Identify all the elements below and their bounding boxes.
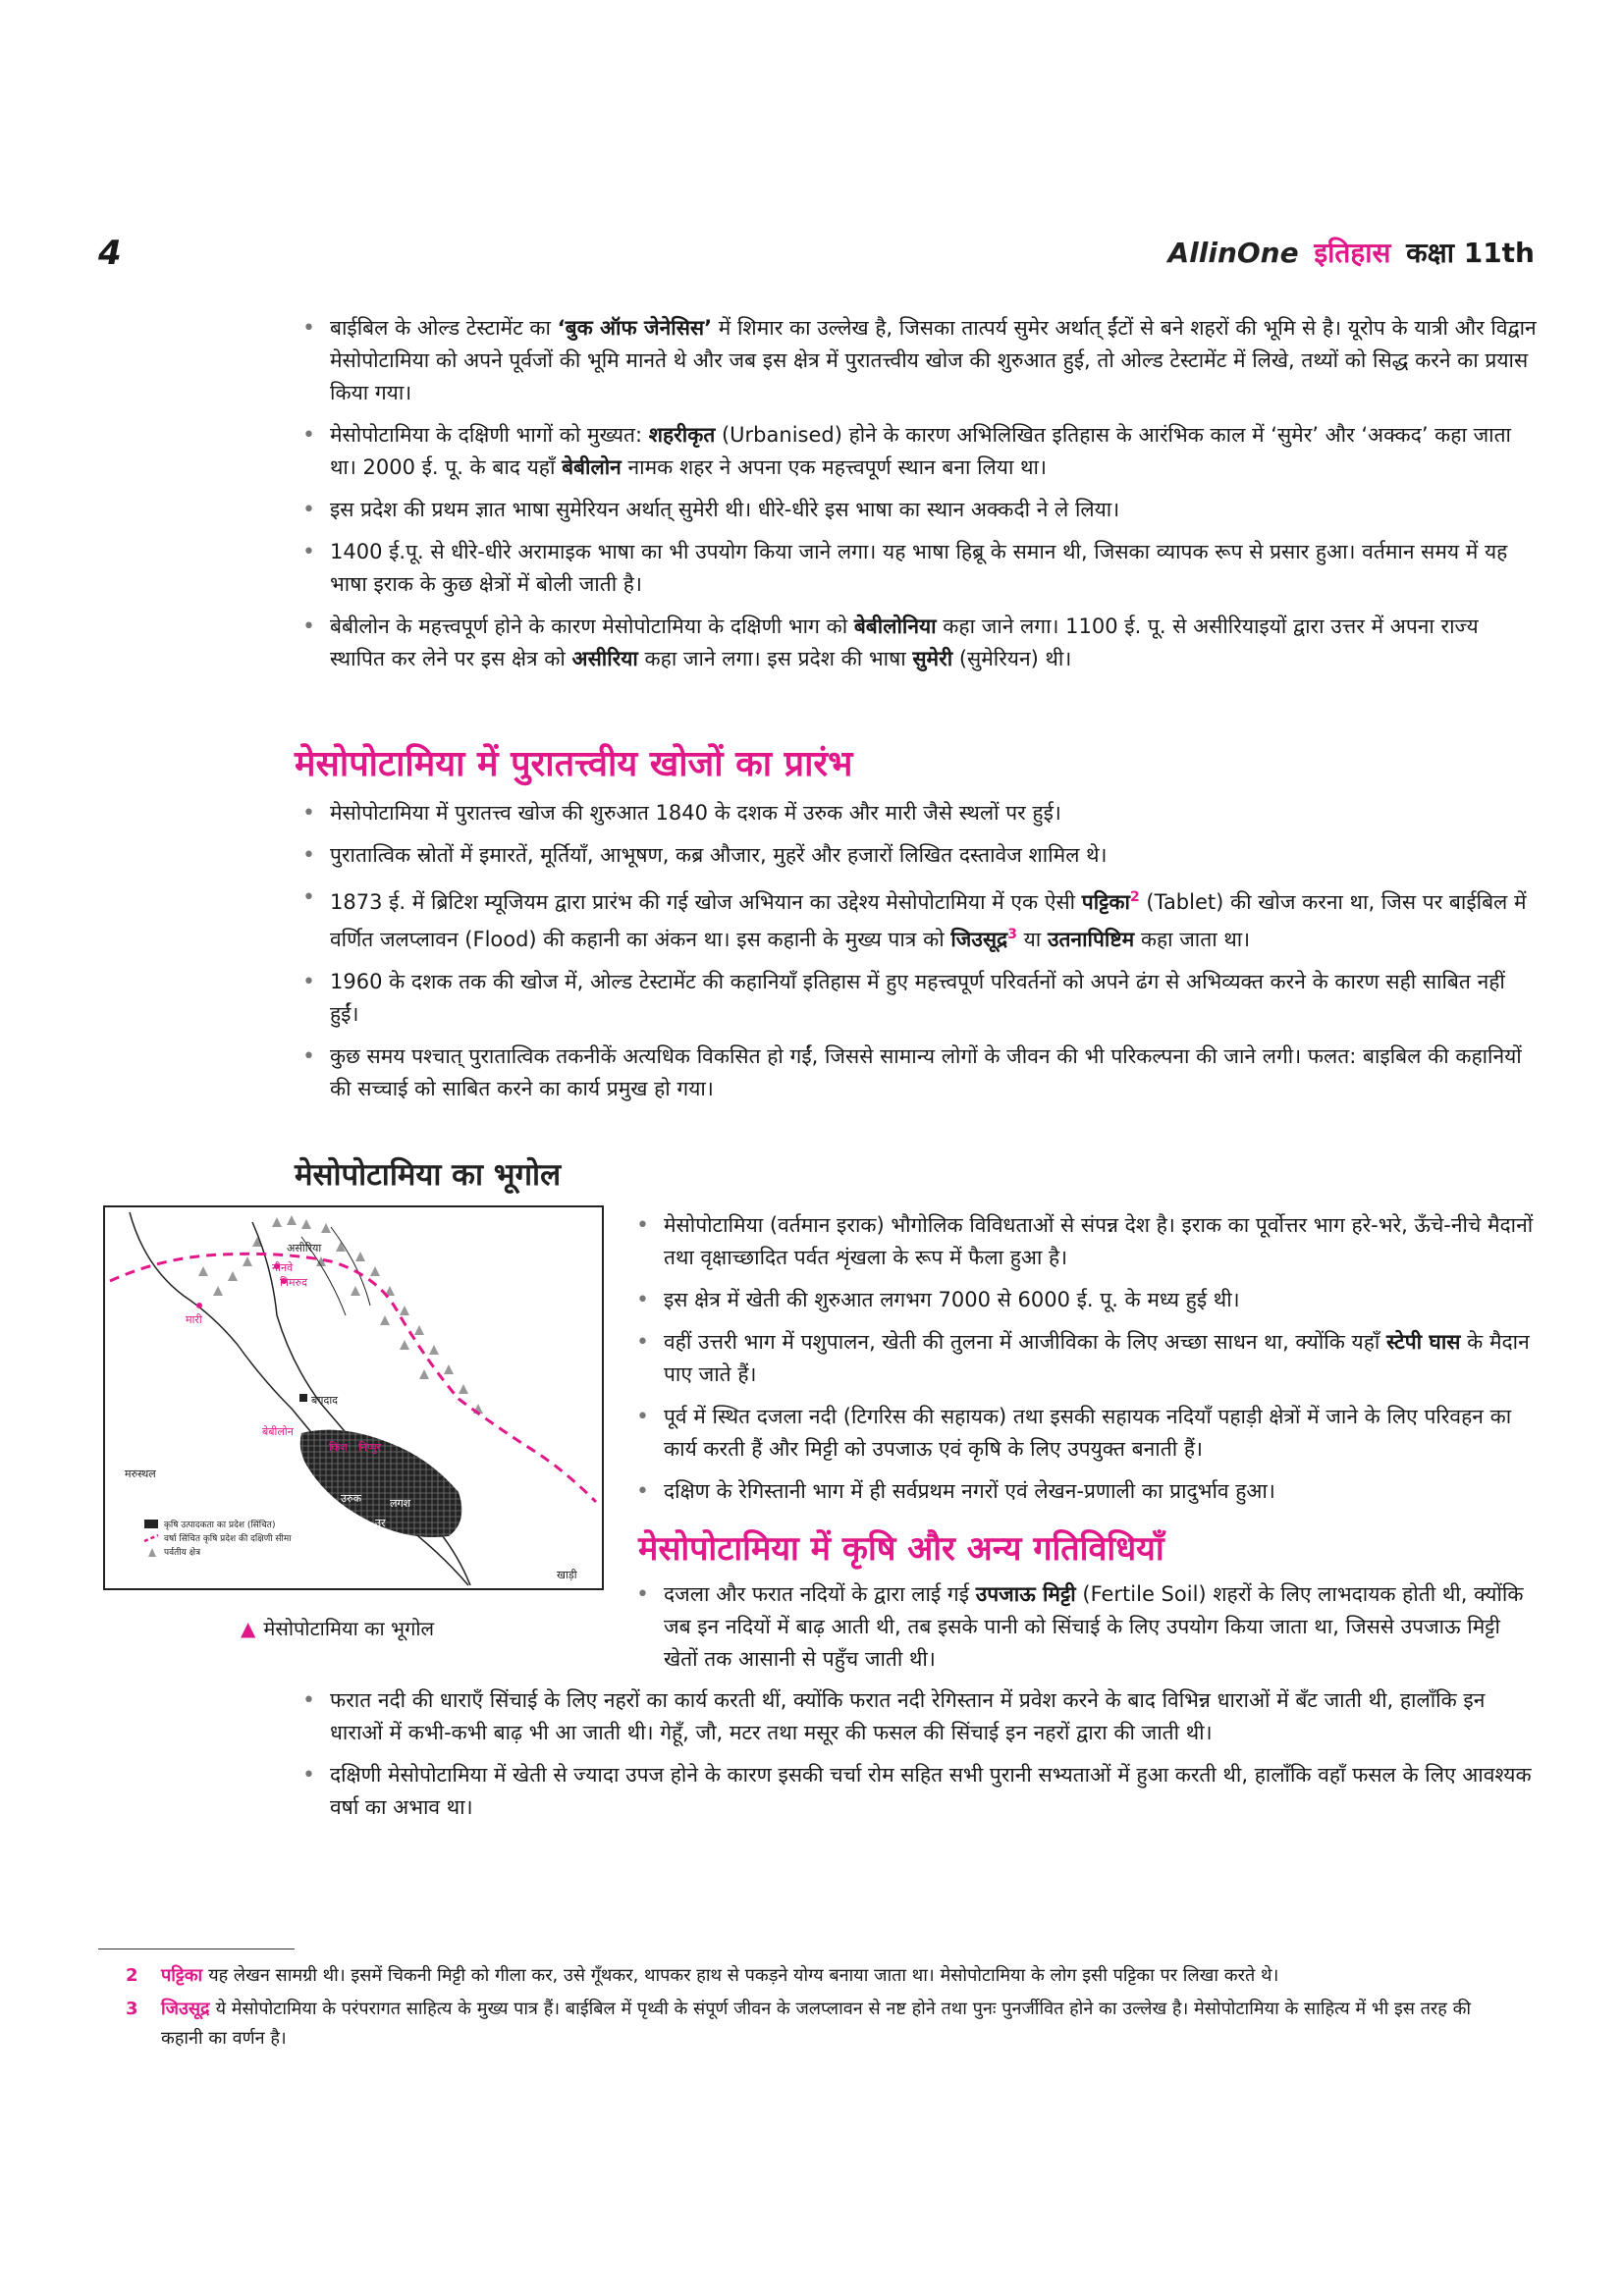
label-gulf: खाड़ी [557,1569,577,1581]
map-legend [144,1519,292,1558]
list-item: • फरात नदी की धाराएँ सिंचाई के लिए नहरों का कार्य करती थीं, क्योंकि फरात नदी रेगिस्तान में प्रवेश करने के बाद विभिन्न धाराओं में बँट जाती थी, हालाँकि इन धाराओं में कभी-कभी बाढ़ भी आ जाती थी। गेहूँ, जौ, मटर तथा मसूर की फसल की सिंचाई इन नहरों द्वारा की जाती थी। [295,1684,1537,1749]
running-header [1167,234,1535,271]
list-item: • दक्षिणी मेसोपोटामिया में खेती से ज्यादा उपज होने के कारण इसकी चर्चा रोम सहित सभी पुरानी सभ्यताओं में हुआ करती थी, हालाँकि वहाँ फसल के लिए आवश्यक वर्षा का अभाव था। [295,1759,1537,1824]
section-heading-agriculture: मेसोपोटामिया में कृषि और अन्य गतिविधियाँ [638,1529,1164,1569]
triangle-icon: ▲ [241,1617,256,1640]
label-nippur: निप्पुर [358,1441,382,1454]
label-desert: मरुस्थल [125,1468,156,1480]
label-baghdad: बगदाद [311,1394,339,1407]
list-item: • कुछ समय पश्चात् पुरातात्विक तकनीकें अत्यधिक विकसित हो गईं, जिससे सामान्य लोगों के जीवन की भी परिकल्पना की जाने लगी। फलत: बाइबिल की कहानियों की सच्चाई को साबित करने का कार्य प्रमुख हो गया। [295,1041,1537,1105]
subject-label: इतिहास [1314,237,1391,269]
svg-text:कृषि उत्पादकता का प्रदेश (सिंच: कृषि उत्पादकता का प्रदेश (सिंचित) [164,1521,276,1530]
page-number: 4 [98,234,122,273]
geography-list [628,1209,1537,1518]
footnote-ref-2: 2 [1129,889,1140,905]
list-item: • इस प्रदेश की प्रथम ज्ञात भाषा सुमेरियन अर्थात् सुमेरी थी। धीरे-धीरे इस भाषा का स्थान अक्कदी ने ले लिया। [295,494,1537,526]
label-assyria: असीरिया [287,1242,322,1255]
map-svg [105,1207,602,1588]
list-item: • 1400 ई.पू. से धीरे-धीरे अरामाइक भाषा का भी उपयोग किया जाने लगा। यह भाषा हिब्रू के समान थी, जिसका व्यापक रूप से प्रसार हुआ। वर्तमान समय में यह भाषा इराक के कुछ क्षेत्रों में बोली जाती है। [295,536,1537,601]
label-uruk: उरुक [341,1492,362,1505]
list-item: • पुरातात्विक स्रोतों में इमारतें, मूर्तियाँ, आभूषण, कब्र औजार, मुहरें और हजारों लिखित दस्तावेज शामिल थे। [295,839,1537,872]
label-mari: मारी [186,1313,202,1326]
list-item: • दक्षिण के रेगिस्तानी भाग में ही सर्वप्रथम नगरों एवं लेखन-प्रणाली का प्रादुर्भाव हुआ। [628,1475,1537,1508]
label-ur: उर [375,1517,386,1529]
footnote-item: 3 जिउसूद्र ये मेसोपोटामिया के परंपरागत साहित्य के मुख्य पात्र हैं। बाईबिल में पृथ्वी के संपूर्ण जीवन के जलप्लावन से नष्ट होने तथा पुनः पुनर्जीवित होने का उल्लेख है। मेसोपोटामिया के साहित्य में भी इस तरह की कहानी का वर्णन है। [126,1999,1472,2049]
list-item: • इस क्षेत्र में खेती की शुरुआत लगभग 7000 से 6000 ई. पू. के मध्य हुई थी। [628,1284,1537,1316]
footnote-item: 2 पट्टिका यह लेखन सामग्री थी। इसमें चिकनी मिट्टी को गीला कर, उसे गूँथकर, थापकर हाथ से पकड़ने योग्य बनाया जाता था। मेसोपोटामिया के लोग इसी पट्टिका पर लिखा करते थे। [126,1965,1279,1986]
mountain-markers [198,1215,483,1414]
label-kish: किश [329,1441,348,1454]
list-item: • दजला और फरात नदियों के द्वारा लाई गई उपजाऊ मिट्टी (Fertile Soil) शहरों के लिए लाभदायक होती थी, क्योंकि जब इन नदियों में बाढ़ आती थी, तब इसके पानी को सिंचाई के लिए उपयोग किया जाता था, जिससे उपजाऊ मिट्टी खेतों तक आसानी से पहुँच जाती थी। [628,1578,1537,1676]
mesopotamia-map [103,1205,604,1590]
map-caption: ▲ मेसोपोटामिया का भूगोल [241,1617,435,1640]
section-heading-archaeology: मेसोपोटामिया में पुरातत्त्वीय खोजों का प्रारंभ [295,744,853,784]
list-item: • मेसोपोटामिया के दक्षिणी भागों को मुख्यत: शहरीकृत (Urbanised) होने के कारण अभिलिखित इतिहास के आरंभिक काल में ‘सुमेर’ और ‘अक्कद’ कहा जाता था। 2000 ई. पू. के बाद यहाँ बेबीलोन नामक शहर ने अपना एक महत्त्वपूर्ण स्थान बना लिया था। [295,419,1537,484]
list-item: • 1960 के दशक तक की खोज में, ओल्ड टेस्टामेंट की कहानियाँ इतिहास में हुए महत्त्वपूर्ण परिवर्तनों को अपने ढंग से अभिव्यक्त करने के कारण सही साबित नहीं हुईं। [295,966,1537,1031]
baghdad-marker [299,1394,307,1402]
label-lagash: लगश [390,1497,411,1510]
intro-list [295,312,1537,685]
list-item: • मेसोपोटामिया में पुरातत्त्व खोज की शुरुआत 1840 के दशक में उरुक और मारी जैसे स्थलों पर हुई। [295,797,1537,829]
subheading-geography: मेसोपोटामिया का भूगोल [295,1157,562,1193]
list-item: • 1873 ई. में ब्रिटिश म्यूजियम द्वारा प्रारंभ की गई खोज अभियान का उद्देश्य मेसोपोटामिया में एक ऐसी पट्टिका$^2$ (Tablet) की खोज करना था, जिस पर बाईबिल में वर्णित जलप्लावन (Flood) की कहानी का अंकन था। इस कहानी के मुख्य पात्र को जिउसूद्र$^3$ या उतनापिष्टिम कहा जाता था। [295,881,1537,956]
label-babylon: बेबीलोन [262,1425,294,1438]
label-nineveh: नीनवे [272,1261,294,1274]
class-label: कक्षा 11th [1406,237,1535,269]
list-item: • बेबीलोन के महत्त्वपूर्ण होने के कारण मेसोपोटामिया के दक्षिणी भाग को बेबीलोनिया कहा जाने लगा। 1100 ई. पू. से असीरियाइयों द्वारा उत्तर में अपना राज्य स्थापित कर लेने पर इस क्षेत्र को असीरिया कहा जाने लगा। इस प्रदेश की भाषा सुमेरी (सुमेरियन) थी। [295,611,1537,675]
agriculture-list-narrow [628,1578,1537,1685]
list-item: • बाईबिल के ओल्ड टेस्टामेंट का ‘बुक ऑफ जेनेसिस’ में शिमार का उल्लेख है, जिसका तात्पर्य सुमेर अर्थात् ईंटों से बने शहरों की भूमि से है। यूरोप के यात्री और विद्वान मेसोपोटामिया को अपने पूर्वजों की भूमि मानते थे और जब इस क्षेत्र में पुरातत्त्वीय खोज की शुरुआत हुई, तो ओल्ड टेस्टामेंट में लिखे, तथ्यों को सिद्ध करने का प्रयास किया गया। [295,312,1537,409]
agriculture-list-wide [295,1684,1537,1834]
list-item: • वहीं उत्तरी भाग में पशुपालन, खेती की तुलना में आजीविका के लिए अच्छा साधन था, क्योंकि यहाँ स्टेपी घास के मैदान पाए जाते हैं। [628,1326,1537,1391]
list-item: • मेसोपोटामिया (वर्तमान इराक) भौगोलिक विविधताओं से संपन्न देश है। इराक का पूर्वोत्तर भाग हरे-भरे, ऊँचे-नीचे मैदानों तथा वृक्षाच्छादित पर्वत शृंखला के रूप में फैला हुआ है। [628,1209,1537,1274]
label-nimrud: निमरुद [280,1276,307,1289]
svg-text:वर्षा सिंचित कृषि प्रदेश की दक: वर्षा सिंचित कृषि प्रदेश की दक्षिणी सीमा [164,1534,292,1544]
svg-text:पर्वतीय क्षेत्र: पर्वतीय क्षेत्र [164,1548,201,1558]
list-item: • पूर्व में स्थित दजला नदी (टिगरिस की सहायक) तथा इसकी सहायक नदियाँ पहाड़ी क्षेत्रों में जाने के लिए परिवहन का कार्य करती हैं और मिट्टी को उपजाऊ एवं कृषि के लिए उपयुक्त बनाती हैं। [628,1401,1537,1466]
archaeology-list [295,797,1537,1115]
footnote-ref-3: 3 [1007,927,1017,942]
footnotes [126,1961,1500,2057]
brand-logo: AllinOne [1167,237,1299,269]
